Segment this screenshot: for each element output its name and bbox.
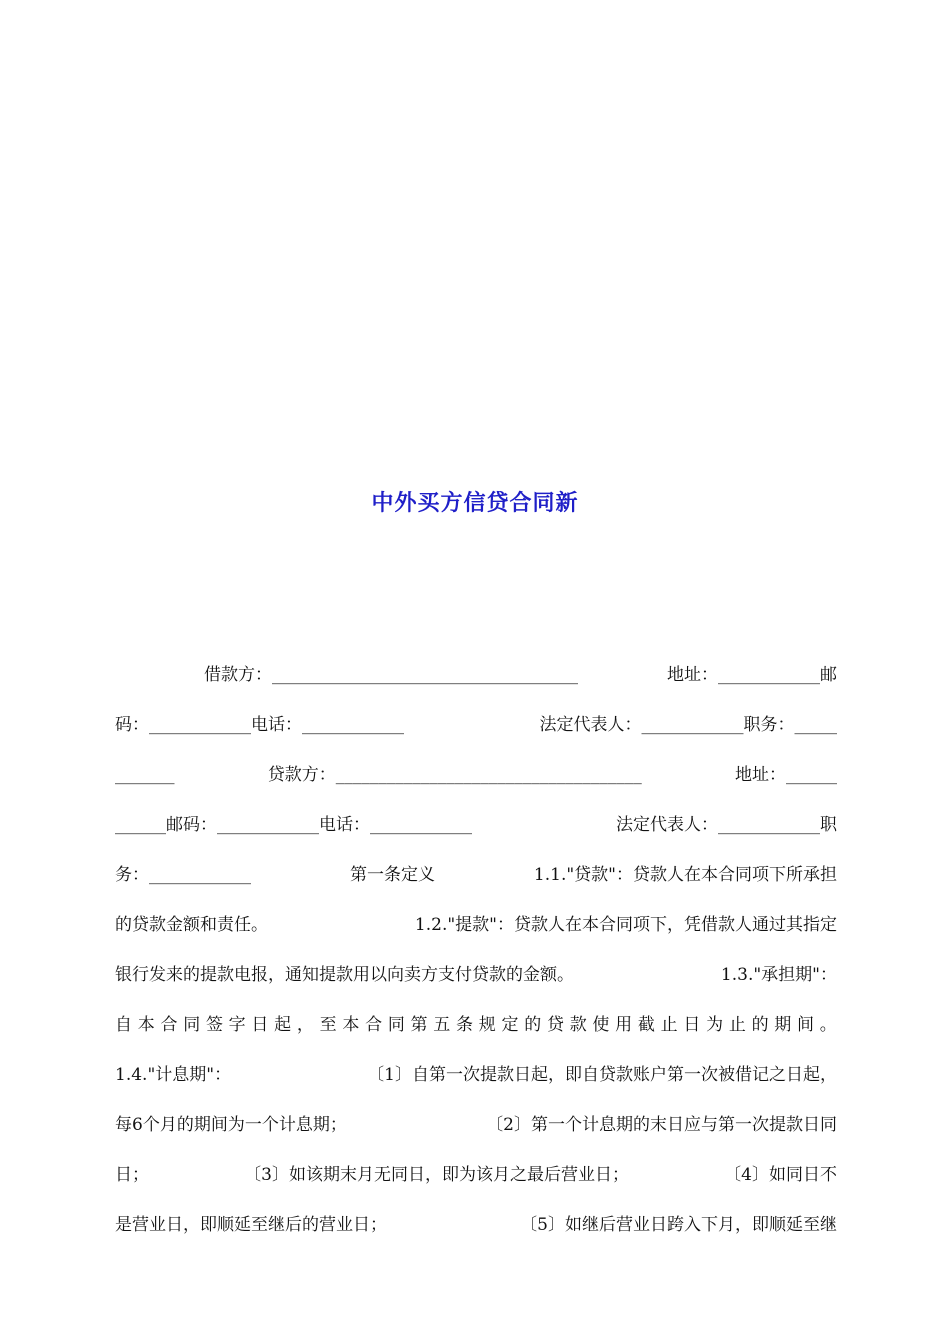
text-segment: 地址：____________邮 <box>667 665 837 685</box>
text-segment: 码：____________电话：____________ <box>115 715 404 735</box>
text-segment: 本 <box>137 1015 155 1035</box>
text-segment: 同 <box>183 1015 201 1035</box>
text-line <box>115 900 837 950</box>
text-segment: 同 <box>387 1015 405 1035</box>
text-segment: 五 <box>433 1015 451 1035</box>
text-line <box>115 1200 837 1250</box>
text-segment: 合 <box>160 1015 178 1035</box>
text-segment: 截 <box>637 1015 655 1035</box>
text-segment: 地址：______ <box>735 765 837 785</box>
text-segment: 〔3〕如该期末月无同日，即为该月之最后营业日； <box>244 1165 629 1185</box>
text-segment: 规 <box>478 1015 496 1035</box>
text-segment: 合 <box>365 1015 383 1035</box>
text-segment: 的 <box>751 1015 769 1035</box>
text-segment: 的贷款金额和责任。 <box>115 915 268 935</box>
text-segment: 〔4〕如同日不 <box>724 1165 837 1185</box>
text-segment: 〔1〕自第一次提款日起，即自贷款账户第一次被借记之日起， <box>367 1065 837 1085</box>
text-segment: 间 <box>797 1015 815 1035</box>
text-segment: 第一条定义 <box>349 865 435 885</box>
text-segment: 1.4."计息期"： <box>115 1065 232 1085</box>
text-segment: 定 <box>501 1015 519 1035</box>
text-segment: 至 <box>319 1015 337 1035</box>
text-segment: 签 <box>205 1015 223 1035</box>
text-segment: 1.1."贷款"：贷款人在本合同项下所承担 <box>533 865 837 885</box>
document-title: 中外买方信贷合同新 <box>371 491 579 516</box>
text-line <box>115 1050 837 1100</box>
text-segment: 使 <box>592 1015 610 1035</box>
text-segment: 本 <box>342 1015 360 1035</box>
text-line <box>115 1150 837 1200</box>
text-segment: 法定代表人：____________职 <box>616 815 837 835</box>
text-segment: 银行发来的提款电报，通知提款用以向卖方支付贷款的金额。 <box>115 965 574 985</box>
text-segment: 是营业日，即顺延至继后的营业日； <box>115 1215 387 1235</box>
text-segment: 第 <box>410 1015 428 1035</box>
text-segment: 贷 <box>546 1015 564 1035</box>
text-line <box>115 750 837 800</box>
text-segment: 贷款方：____________________________________ <box>267 765 642 785</box>
text-segment: _______ <box>115 765 175 785</box>
text-segment: 条 <box>456 1015 474 1035</box>
text-line <box>115 950 837 1000</box>
text-segment: 自 <box>115 1015 132 1035</box>
text-line <box>115 650 837 700</box>
text-line <box>115 800 837 850</box>
document-body <box>115 650 837 1250</box>
text-segment: 日 <box>683 1015 701 1035</box>
text-line <box>115 1000 837 1050</box>
text-line <box>115 1100 837 1150</box>
text-segment: 法定代表人：____________职务：_____ <box>539 715 837 735</box>
text-segment: 期 <box>774 1015 792 1035</box>
text-segment: 务：____________ <box>115 865 251 885</box>
text-segment: 借款方：____________________________________ <box>204 665 578 685</box>
text-segment: ， <box>296 1015 314 1035</box>
text-segment: 为 <box>706 1015 724 1035</box>
text-segment: 款 <box>569 1015 587 1035</box>
text-line <box>115 700 837 750</box>
text-segment: 〔5〕如继后营业日跨入下月，即顺延至继 <box>520 1215 837 1235</box>
text-segment: 起 <box>274 1015 292 1035</box>
text-segment: 日 <box>251 1015 269 1035</box>
text-segment: 1.3."承担期"： <box>720 965 837 985</box>
text-segment: 字 <box>228 1015 246 1035</box>
text-segment: 用 <box>615 1015 633 1035</box>
text-segment: 。 <box>819 1015 837 1035</box>
text-line <box>115 850 837 900</box>
text-segment: 1.2."提款"：贷款人在本合同项下，凭借款人通过其指定 <box>414 915 837 935</box>
text-segment: 每6个月的期间为一个计息期； <box>115 1115 347 1135</box>
text-segment: 的 <box>524 1015 542 1035</box>
text-segment: 止 <box>660 1015 678 1035</box>
text-segment: 〔2〕第一个计息期的末日应与第一次提款日同 <box>486 1115 837 1135</box>
text-segment: ______邮码：____________电话：____________ <box>115 815 472 835</box>
text-segment: 日； <box>115 1165 149 1185</box>
text-segment: 止 <box>728 1015 746 1035</box>
